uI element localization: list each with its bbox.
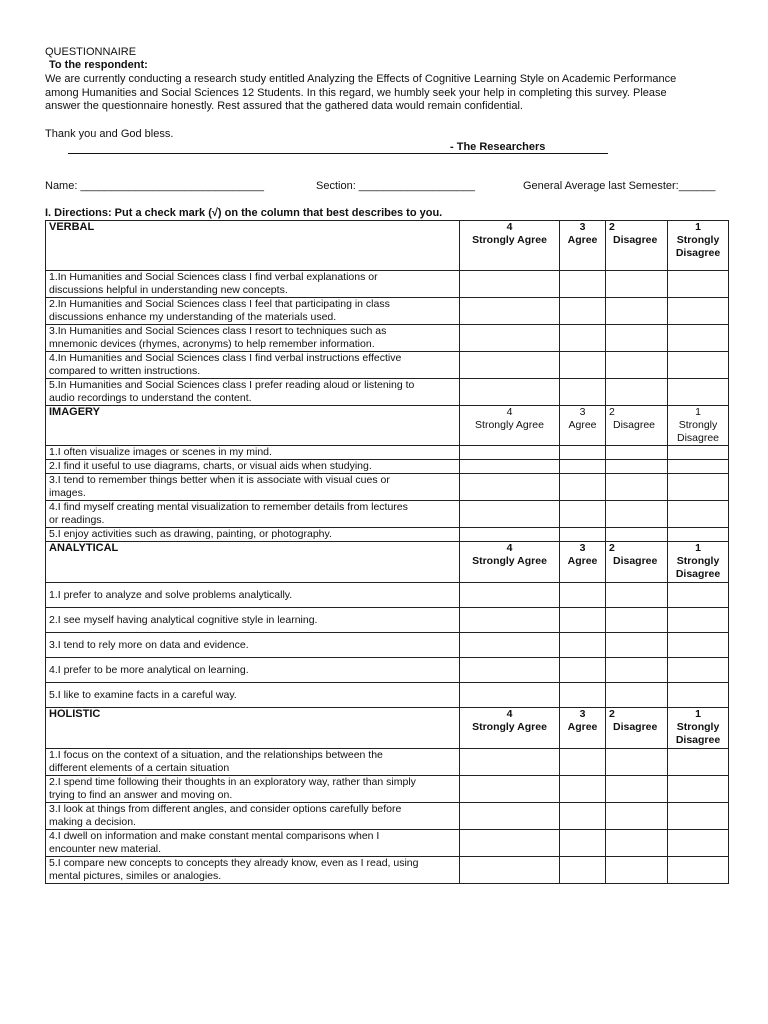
scale-label: Strongly Disagree: [675, 234, 721, 259]
answer-cell-strongly-agree[interactable]: [460, 271, 560, 298]
scale-number: 2: [609, 406, 615, 418]
thanks-text: Thank you and God bless.: [45, 128, 174, 140]
respondent-greeting: To the respondent:: [49, 59, 148, 71]
scale-label: Strongly Disagree: [675, 555, 721, 580]
scale-number: 1: [695, 542, 701, 554]
scale-label: Strongly Agree: [472, 234, 547, 246]
answer-cell-strongly-agree[interactable]: [460, 528, 560, 542]
answer-cell-strongly-agree[interactable]: [460, 298, 560, 325]
answer-cell-disagree[interactable]: [606, 474, 668, 501]
question-row: [46, 658, 729, 683]
question-row: [46, 857, 729, 884]
answer-cell-agree[interactable]: [560, 857, 606, 884]
scale-number: 3: [579, 406, 586, 418]
answer-cell-agree[interactable]: [560, 803, 606, 830]
question-line: 4.I dwell on information and make constant mental comparisons when I: [49, 830, 380, 842]
answer-cell-strongly-agree[interactable]: [460, 633, 560, 658]
scale-header-agree: [560, 542, 606, 583]
answer-cell-strongly-disagree[interactable]: [668, 803, 729, 830]
scale-label: Strongly Agree: [472, 721, 547, 733]
question-text: [46, 446, 460, 460]
scale-header-disagree: [606, 221, 668, 271]
question-row: [46, 298, 729, 325]
scale-header-agree: [560, 406, 606, 446]
question-text: [46, 633, 460, 658]
section-header-verbal: [46, 221, 729, 271]
answer-cell-disagree[interactable]: [606, 583, 668, 608]
question-row: [46, 271, 729, 298]
question-text: [46, 776, 460, 803]
directions-text: I. Directions: Put a check mark (√) on the column that best describes to you.: [45, 207, 443, 219]
answer-cell-disagree[interactable]: [606, 325, 668, 352]
answer-cell-strongly-disagree[interactable]: [668, 683, 729, 708]
scale-header-disagree: [606, 406, 668, 446]
question-text: [46, 583, 460, 608]
scale-number: 4: [506, 406, 513, 418]
question-row: [46, 528, 729, 542]
question-line: mnemonic devices (rhymes, acronyms) to help remember information.: [49, 338, 375, 350]
question-text: [46, 857, 460, 884]
answer-cell-agree[interactable]: [560, 460, 606, 474]
answer-cell-disagree[interactable]: [606, 501, 668, 528]
scale-header-strongly-agree: [460, 221, 560, 271]
answer-cell-strongly-disagree[interactable]: [668, 608, 729, 633]
answer-cell-agree[interactable]: [560, 298, 606, 325]
question-line: 5.I like to examine facts in a careful way.: [49, 688, 237, 701]
question-text: [46, 325, 460, 352]
answer-cell-strongly-disagree[interactable]: [668, 298, 729, 325]
answer-cell-agree[interactable]: [560, 446, 606, 460]
question-line: 2.I find it useful to use diagrams, charts, or visual aids when studying.: [49, 460, 372, 472]
section-field[interactable]: Section: ___________________: [316, 180, 476, 192]
question-line: 5.I enjoy activities such as drawing, painting, or photography.: [49, 528, 332, 540]
answer-cell-agree[interactable]: [560, 583, 606, 608]
scale-label: Strongly Agree: [472, 555, 547, 567]
scale-header-strongly-agree: [460, 708, 560, 749]
question-line: compared to written instructions.: [49, 365, 201, 377]
answer-cell-disagree[interactable]: [606, 298, 668, 325]
question-line: 1.I focus on the context of a situation, and the relationships between the: [49, 749, 383, 761]
answer-cell-disagree[interactable]: [606, 830, 668, 857]
scale-header-agree: [560, 708, 606, 749]
scale-header-strongly-agree: [460, 406, 560, 446]
question-text: [46, 749, 460, 776]
question-row: [46, 683, 729, 708]
intro-line-2: among Humanities and Social Sciences 12 Students. In this regard, we humbly seek your help in completing this survey. Please: [45, 87, 667, 99]
question-row: [46, 583, 729, 608]
question-line: 3.I look at things from different angles, and consider options carefully before: [49, 803, 402, 815]
answer-cell-agree[interactable]: [560, 528, 606, 542]
question-line: 3.I tend to remember things better when it is associate with visual cues or: [49, 474, 390, 486]
answer-cell-strongly-disagree[interactable]: [668, 857, 729, 884]
scale-number: 1: [695, 406, 701, 418]
answer-cell-agree[interactable]: [560, 658, 606, 683]
question-line: 1.I often visualize images or scenes in my mind.: [49, 446, 272, 458]
scale-number: 3: [579, 708, 586, 720]
scale-header-strongly-disagree: [668, 221, 729, 271]
general-average-field[interactable]: General Average last Semester:______: [523, 180, 716, 192]
question-line: audio recordings to understand the content.: [49, 392, 252, 404]
answer-cell-agree[interactable]: [560, 608, 606, 633]
scale-header-strongly-disagree: [668, 708, 729, 749]
answer-cell-strongly-disagree[interactable]: [668, 528, 729, 542]
answer-cell-strongly-agree[interactable]: [460, 474, 560, 501]
question-row: [46, 446, 729, 460]
question-text: [46, 460, 460, 474]
question-line: 4.I prefer to be more analytical on learning.: [49, 663, 249, 676]
question-line: different elements of a certain situation: [49, 762, 230, 774]
question-line: 1.I prefer to analyze and solve problems analytically.: [49, 588, 293, 601]
answer-cell-strongly-disagree[interactable]: [668, 633, 729, 658]
answer-cell-strongly-disagree[interactable]: [668, 501, 729, 528]
scale-header-strongly-disagree: [668, 406, 729, 446]
answer-cell-agree[interactable]: [560, 683, 606, 708]
answer-cell-strongly-agree[interactable]: [460, 776, 560, 803]
question-text: [46, 830, 460, 857]
answer-cell-strongly-disagree[interactable]: [668, 583, 729, 608]
answer-cell-strongly-agree[interactable]: [460, 501, 560, 528]
answer-cell-agree[interactable]: [560, 379, 606, 406]
question-line: 5.In Humanities and Social Sciences class I prefer reading aloud or listening to: [49, 379, 415, 391]
answer-cell-strongly-agree[interactable]: [460, 830, 560, 857]
scale-number: 1: [695, 708, 701, 720]
question-line: 2.I spend time following their thoughts in an exploratory way, rather than simply: [49, 776, 416, 788]
question-row: [46, 501, 729, 528]
question-row: [46, 460, 729, 474]
answer-cell-strongly-disagree[interactable]: [668, 325, 729, 352]
answer-cell-strongly-disagree[interactable]: [668, 352, 729, 379]
answer-cell-strongly-disagree[interactable]: [668, 749, 729, 776]
answer-cell-strongly-agree[interactable]: [460, 857, 560, 884]
section-header-analytical: [46, 542, 729, 583]
question-row: [46, 633, 729, 658]
question-line: 1.In Humanities and Social Sciences class I find verbal explanations or: [49, 271, 378, 283]
intro-line-1: We are currently conducting a research study entitled Analyzing the Effects of Cognitive Learning Style on Academic Performance: [45, 73, 677, 85]
answer-cell-agree[interactable]: [560, 352, 606, 379]
answer-cell-disagree[interactable]: [606, 446, 668, 460]
answer-cell-disagree[interactable]: [606, 379, 668, 406]
question-line: 3.I tend to rely more on data and evidence.: [49, 638, 249, 651]
answer-cell-strongly-disagree[interactable]: [668, 379, 729, 406]
question-row: [46, 474, 729, 501]
question-row: [46, 379, 729, 406]
name-field[interactable]: Name: ______________________________: [45, 180, 264, 192]
answer-cell-strongly-disagree[interactable]: [668, 446, 729, 460]
scale-header-disagree: [606, 708, 668, 749]
answer-cell-agree[interactable]: [560, 633, 606, 658]
question-line: 3.In Humanities and Social Sciences class I resort to techniques such as: [49, 325, 387, 337]
section-title-imagery: IMAGERY: [46, 406, 460, 446]
scale-header-agree: [560, 221, 606, 271]
scale-label: Strongly Disagree: [676, 419, 720, 444]
question-text: [46, 658, 460, 683]
question-text: [46, 352, 460, 379]
question-text: [46, 379, 460, 406]
question-text: [46, 501, 460, 528]
answer-cell-strongly-agree[interactable]: [460, 583, 560, 608]
question-line: discussions helpful in understanding new concepts.: [49, 284, 288, 296]
question-text: [46, 528, 460, 542]
question-line: images.: [49, 487, 86, 499]
scale-label: Strongly Agree: [475, 419, 544, 431]
question-line: 4.In Humanities and Social Sciences class I find verbal instructions effective: [49, 352, 402, 364]
section-title-analytical: ANALYTICAL: [46, 542, 460, 583]
answer-cell-strongly-disagree[interactable]: [668, 830, 729, 857]
answer-cell-strongly-agree[interactable]: [460, 352, 560, 379]
question-line: 4.I find myself creating mental visualization to remember details from lectures: [49, 501, 408, 513]
scale-label: Agree: [567, 234, 598, 246]
answer-cell-strongly-disagree[interactable]: [668, 776, 729, 803]
answer-cell-strongly-agree[interactable]: [460, 379, 560, 406]
answer-cell-disagree[interactable]: [606, 683, 668, 708]
question-line: making a decision.: [49, 816, 136, 828]
answer-cell-strongly-agree[interactable]: [460, 803, 560, 830]
answer-cell-strongly-disagree[interactable]: [668, 474, 729, 501]
scale-number: 2: [609, 542, 615, 554]
scale-number: 2: [609, 221, 615, 233]
answer-cell-strongly-agree[interactable]: [460, 683, 560, 708]
question-row: [46, 803, 729, 830]
question-line: discussions enhance my understanding of the materials used.: [49, 311, 337, 323]
researchers-signature: - The Researchers: [450, 141, 546, 153]
answer-cell-strongly-agree[interactable]: [460, 749, 560, 776]
scale-label: Strongly Disagree: [675, 721, 721, 746]
question-line: 2.I see myself having analytical cognitive style in learning.: [49, 613, 318, 626]
scale-header-strongly-disagree: [668, 542, 729, 583]
answer-cell-disagree[interactable]: [606, 352, 668, 379]
question-line: or readings.: [49, 514, 105, 526]
scale-number: 3: [579, 542, 586, 554]
answer-cell-disagree[interactable]: [606, 460, 668, 474]
answer-cell-agree[interactable]: [560, 776, 606, 803]
answer-cell-strongly-disagree[interactable]: [668, 271, 729, 298]
section-header-imagery: [46, 406, 729, 446]
answer-cell-disagree[interactable]: [606, 857, 668, 884]
scale-header-strongly-agree: [460, 542, 560, 583]
answer-cell-agree[interactable]: [560, 501, 606, 528]
questionnaire-table: [45, 220, 729, 884]
scale-number: 4: [506, 542, 513, 554]
answer-cell-disagree[interactable]: [606, 776, 668, 803]
question-text: [46, 298, 460, 325]
scale-label: Agree: [567, 721, 598, 733]
answer-cell-strongly-disagree[interactable]: [668, 460, 729, 474]
section-header-holistic: [46, 708, 729, 749]
question-text: [46, 474, 460, 501]
question-text: [46, 608, 460, 633]
question-text: [46, 683, 460, 708]
section-title-verbal: VERBAL: [46, 221, 460, 271]
scale-number: 3: [579, 221, 586, 233]
scale-number: 4: [506, 708, 513, 720]
question-row: [46, 830, 729, 857]
scale-number: 1: [695, 221, 701, 233]
answer-cell-disagree[interactable]: [606, 633, 668, 658]
scale-label: Disagree: [613, 234, 658, 246]
intro-line-3: answer the questionnaire honestly. Rest assured that the gathered data would remain confidential.: [45, 100, 523, 112]
answer-cell-strongly-agree[interactable]: [460, 325, 560, 352]
question-text: [46, 803, 460, 830]
answer-cell-disagree[interactable]: [606, 528, 668, 542]
answer-cell-strongly-agree[interactable]: [460, 460, 560, 474]
answer-cell-agree[interactable]: [560, 749, 606, 776]
section-title-holistic: HOLISTIC: [46, 708, 460, 749]
answer-cell-strongly-disagree[interactable]: [668, 658, 729, 683]
question-line: 5.I compare new concepts to concepts they already know, even as I read, using: [49, 857, 419, 869]
answer-cell-agree[interactable]: [560, 271, 606, 298]
question-line: 2.In Humanities and Social Sciences class I feel that participating in class: [49, 298, 390, 310]
answer-cell-agree[interactable]: [560, 474, 606, 501]
answer-cell-agree[interactable]: [560, 830, 606, 857]
scale-label: Disagree: [613, 419, 656, 431]
answer-cell-strongly-agree[interactable]: [460, 608, 560, 633]
question-row: [46, 608, 729, 633]
answer-cell-agree[interactable]: [560, 325, 606, 352]
scale-header-disagree: [606, 542, 668, 583]
answer-cell-disagree[interactable]: [606, 658, 668, 683]
scale-label: Disagree: [613, 721, 658, 733]
scale-label: Agree: [567, 555, 598, 567]
question-row: [46, 352, 729, 379]
scale-label: Disagree: [613, 555, 658, 567]
scale-number: 2: [609, 708, 615, 720]
answer-cell-disagree[interactable]: [606, 803, 668, 830]
question-line: mental pictures, similes or analogies.: [49, 870, 222, 882]
question-line: trying to find an answer and moving on.: [49, 789, 233, 801]
answer-cell-disagree[interactable]: [606, 271, 668, 298]
question-row: [46, 749, 729, 776]
scale-number: 4: [506, 221, 513, 233]
answer-cell-strongly-agree[interactable]: [460, 658, 560, 683]
answer-cell-disagree[interactable]: [606, 608, 668, 633]
question-text: [46, 271, 460, 298]
questionnaire-title: QUESTIONNAIRE: [45, 46, 137, 58]
scale-label: Agree: [568, 419, 597, 431]
question-row: [46, 776, 729, 803]
answer-cell-disagree[interactable]: [606, 749, 668, 776]
question-row: [46, 325, 729, 352]
question-line: encounter new material.: [49, 843, 162, 855]
answer-cell-strongly-agree[interactable]: [460, 446, 560, 460]
